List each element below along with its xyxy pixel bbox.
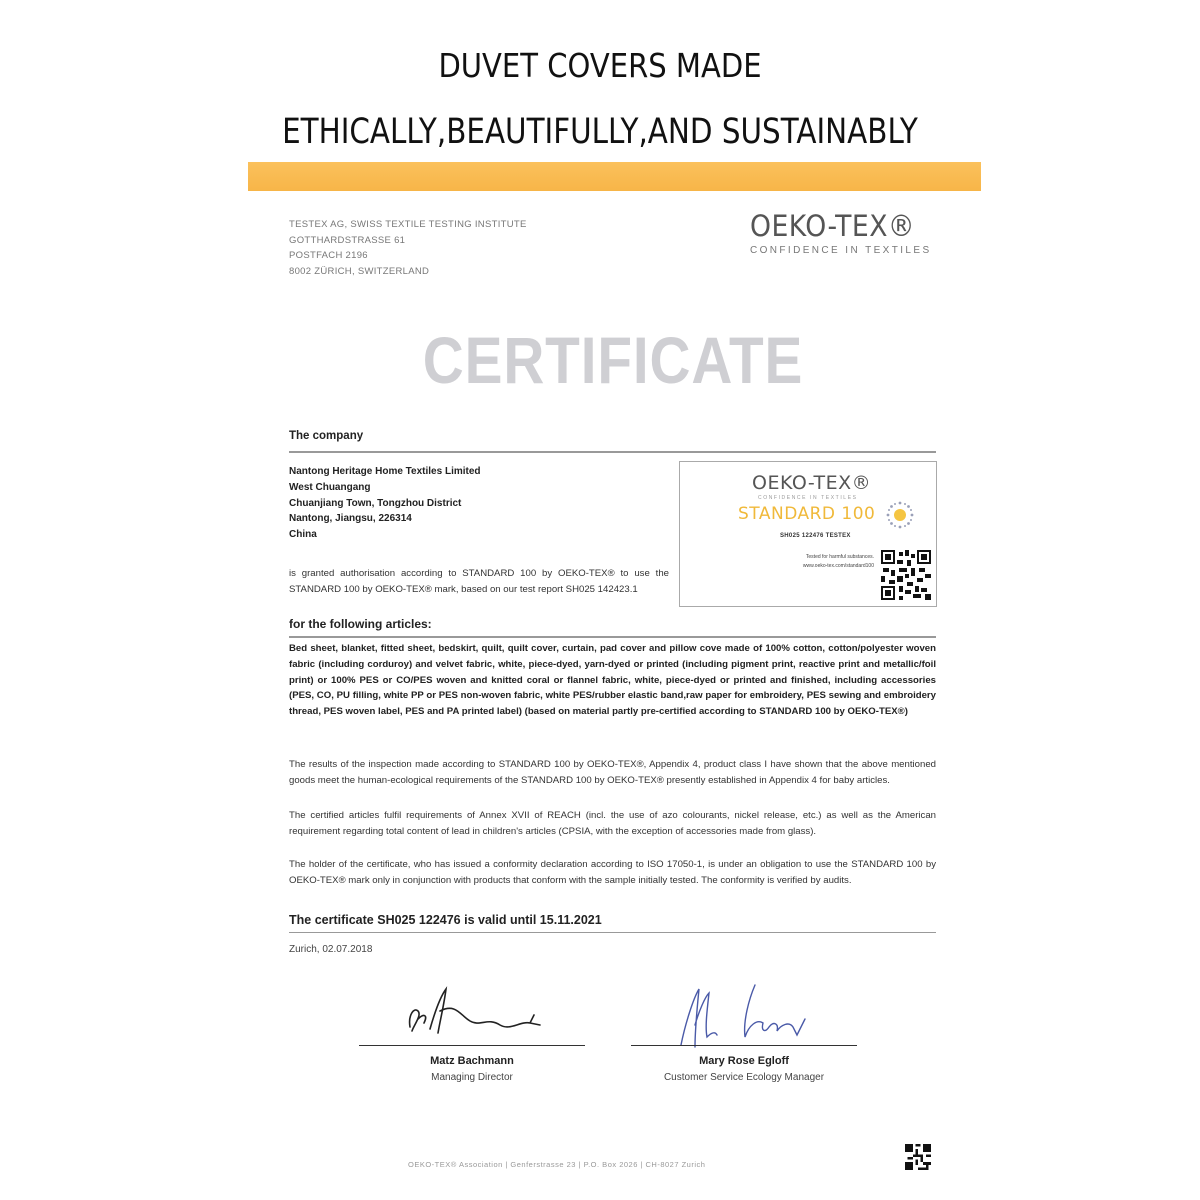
divider <box>289 451 936 453</box>
badge-tagline: CONFIDENCE IN TEXTILES <box>758 495 858 501</box>
inspection-results-text: The results of the inspection made according to STANDARD 100 by OEKO-TEX®, Appendix 4, product class I have shown that the above mentioned goods meet the human-ecological requirements of the STANDARD 100 by OEKO-TEX® presently established in Appendix 4 for baby articles. <box>289 759 936 786</box>
sun-emblem-icon <box>885 500 915 530</box>
issuer-address <box>289 217 527 279</box>
divider <box>289 932 936 933</box>
address-line: GOTTHARDSTRASSE 61 <box>289 234 406 246</box>
company-address <box>289 464 481 543</box>
company-label: The company <box>289 430 364 442</box>
signatory-name: Mary Rose Egloff <box>699 1055 789 1067</box>
logo-tagline: CONFIDENCE IN TEXTILES <box>750 245 932 256</box>
banner-headline-line1: DUVET COVERS MADE <box>438 46 762 85</box>
signature-line <box>359 1045 585 1046</box>
oeko-tex-logo <box>750 210 940 256</box>
badge-standard: STANDARD 100 <box>738 504 876 524</box>
orange-divider-band <box>248 162 981 191</box>
signatory-name: Matz Bachmann <box>430 1055 514 1067</box>
badge-note-line: www.oeko-tex.com/standard100 <box>802 563 874 569</box>
grant-text: is granted authorisation according to STANDARD 100 by OEKO-TEX® to use the STANDARD 100 by OEKO-TEX® mark, based on our test report SH025 142423.1 <box>289 568 669 595</box>
holder-obligation-text: The holder of the certificate, who has issued a conformity declaration according to ISO 17050-1, is under an obligation to use the STANDARD 100 by OEKO-TEX® mark only in conjunction with products that conform with the sample initially tested. The conformity is verified by audits. <box>289 859 936 886</box>
logo-brand: OEKO-TEX® <box>750 209 916 243</box>
divider <box>289 636 936 638</box>
badge-note-line: Tested for harmful substances. <box>805 554 874 560</box>
company-address-line: West Chuangang <box>289 481 371 493</box>
certificate-title: CERTIFICATE <box>422 323 804 397</box>
place-date: Zurich, 02.07.2018 <box>289 944 373 955</box>
badge-brand: OEKO-TEX® <box>752 472 872 494</box>
badge-code: SH025 122476 TESTEX <box>780 533 851 539</box>
address-line: TESTEX AG, SWISS TEXTILE TESTING INSTITUTE <box>289 219 527 230</box>
qr-code-icon <box>881 550 931 600</box>
footer-address: OEKO-TEX® Association | Genferstrasse 23 | P.O. Box 2026 | CH-8027 Zurich <box>408 1160 706 1169</box>
footer-qr-icon <box>905 1144 931 1170</box>
standard-100-label-badge <box>679 461 937 607</box>
validity-statement: The certificate SH025 122476 is valid until 15.11.2021 <box>289 913 602 927</box>
signature-2-icon <box>665 975 835 1055</box>
company-address-line: Chuanjiang Town, Tongzhou District <box>289 497 462 509</box>
company-address-line: China <box>289 529 317 541</box>
reach-compliance-text: The certified articles fulfil requirements of Annex XVII of REACH (incl. the use of azo colourants, nickel release, etc.) as well as the American requirement regarding total content of lead in children's articles (CPSIA, with the exception of accessories made from glass). <box>289 810 936 837</box>
signature-line <box>631 1045 857 1046</box>
address-line: 8002 ZÜRICH, SWITZERLAND <box>289 265 430 277</box>
signatory-role: Customer Service Ecology Manager <box>663 1072 825 1083</box>
articles-text: Bed sheet, blanket, fitted sheet, bedskirt, quilt, quilt cover, curtain, pad cover and pillow cove made of 100% cotton, cotton/polyester woven fabric (including corduroy) and velvet fabric, white, piece-dyed, yarn-dyed or printed (including pigment print, reactive print and metallic/foil print) or 100% PES or CO/PES woven and knitted coral or flannel fabric, white, piece-dyed or printed and finished, including accessories (PES, CO, PU filling, white PP or PES non-woven fabric, white PES/rubber elastic band,raw paper for embroidery, PES sewing and embroidery thread, PES woven label, PES and PA printed label) (based on material partly pre-certified according to STANDARD 100 by OEKO-TEX®) <box>289 643 936 718</box>
banner-headline-line2: ETHICALLY,BEAUTIFULLY,AND SUSTAINABLY <box>282 112 918 152</box>
company-address-line: Nantong Heritage Home Textiles Limited <box>289 466 481 477</box>
address-line: POSTFACH 2196 <box>289 250 368 261</box>
signature-1-icon <box>400 985 550 1045</box>
company-address-line: Nantong, Jiangsu, 226314 <box>289 513 412 525</box>
badge-note <box>766 553 874 571</box>
articles-label: for the following articles: <box>289 617 432 631</box>
signatory-role: Managing Director <box>431 1072 513 1083</box>
